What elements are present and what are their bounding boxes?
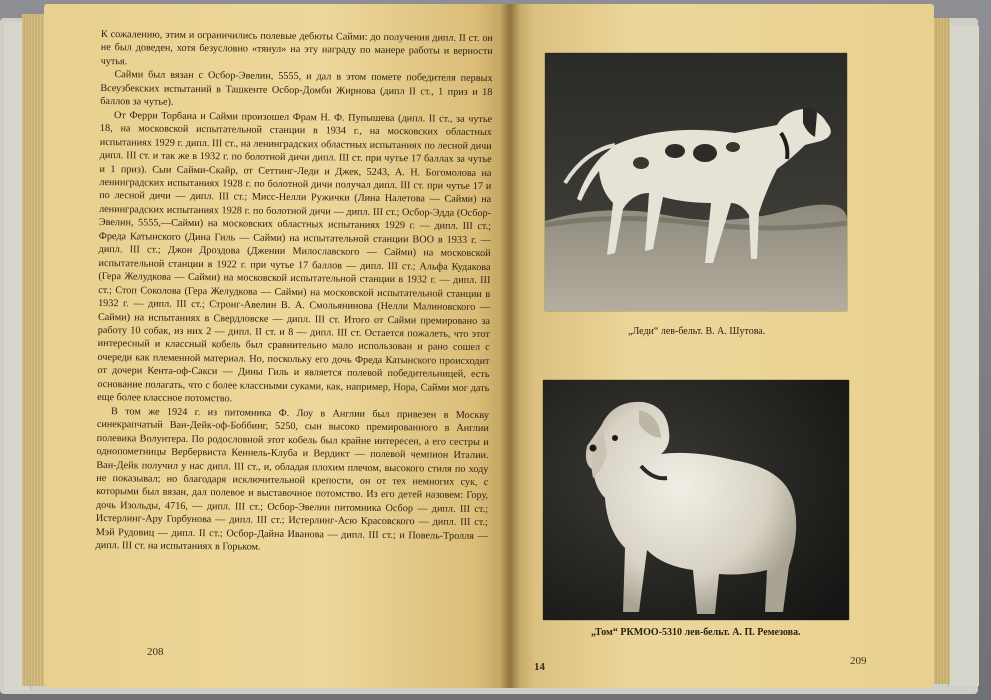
plate-caption-top: „Леди“ лев-бельт. В. А. Шутова. [628, 326, 766, 337]
book-gutter [500, 4, 520, 688]
paragraph: От Ферри Торбана и Сайми произошел Фрам Н. Ф. Пупышева (дипл. II ст., за чутье 18, на московской испытательной станции в 1934 г., на московских областных испытаниях 1929 г. дипл. III ст., на ленинградских областных испытаниях по лесной дичи дипл. III ст. и так же в 1932 г. по болотной дичи дипл. III ст. при чутье 17 баллах за чутье и 1 приз). Сын Сайми-Скайр, от Сеттинг-Леди и Джек, 5243, А. Н. Богомолова на ленинградских испытаниях 1928 г. по болотной дичи получал дипл. III ст. при чутье 17 и по лесной дичи — дипл. III ст.; Мисс-Нелли Ружички (Лина Налетова — Сайми) на ленинградских испытаниях 1928 г. по болотной дичи — дипл. III ст.; Осбор-Эдда (Осбор-Эвелин, 5555,—Сайми) на московских областных испытаниях 1929 г. — дипл. III ст.; Фреда Катынского (Дина Гиль — Сайми) на испытательной станции ВОО в 1933 г. — дипл. III ст.; Джон Дроздова (Джении Милославского — Сайми) на московской испытательной станции в 1922 г. при чутье 17 баллов — дипл. III ст.; Альфа Кудакова (Гера Желудкова — Сайми) на московской испытательной станции в 1932 г. — дипл. III ст.; Стоп Соколова (Гера Желудкова — Сайми) на московской испытательной станции в 1932 г. — дипл. III ст.; Стронг-Авелин В. А. Смольянинова (Нелли Малиновского — Сайми) на испытаниях в Свердловске — дипл. III ст. Итого от Сайми премировано за работу 10 собак, из них 2 — дипл. II ст. и 8 — дипл. III ст. Остается пожалеть, что этот интересный и классный кобель был сравнительно мало использован и рано сошел с очереди как племенной материал. Но, поскольку его дочь Фреда Катынского происходит от дочери Кента-оф-Сакси — Дины Гиль и является полевой победительницей, есть основание полагать, что с более классными суками, как, например, Нора, Сайми мог дать еще более классное потомство. [97, 109, 493, 405]
setter-standing-photo [545, 53, 847, 311]
setter-portrait-photo [543, 380, 849, 620]
left-page-body-text [96, 28, 493, 557]
signature-mark: 14 [534, 661, 545, 673]
plate-caption-bottom: „Том“ РКМОО-5310 лев-бельт. А. П. Ремезова. [591, 627, 801, 638]
paragraph: К сожалению, этим и ограничились полевые дебюты Сайми: до получения дипл. II ст. он не был доведен, хотя безусловно «тянул» на эту награду по манере работы и верности чутья. [100, 28, 493, 68]
page-number-right: 209 [850, 655, 867, 667]
page-number-left: 208 [147, 646, 164, 658]
paragraph: В том же 1924 г. из питомника Ф. Лоу в Англии был привезен в Москву синекрапчатый Ван-Дейк-оф-Боббинг, 5250, сын высоко премированного в Англии полевика Волунтера. По родословной этот кобель был крайне интересен, а его сестры и однопометницы Вербервиста Кеннель-Клуба и Вердикт — полевой чемпион Италии. Ван-Дейк получил у нас дипл. III ст., и, обладая плохим плечом, высокого стиля по ходу не показывал; но благодаря исключительной крепости, он от тех немногих сук, с которыми был вязан, дал полевое и выставочное потомство. Из его детей назовем: Гору, дочь Изольды, 4716, — дипл. III ст.; Осбор-Эвелин питомника Осбор — дипл. III ст.; Истерлинг-Ару Горбунова — дипл. III ст.; Истерлинг-Асю Красовского — дипл. III ст.; Мэй Рудовиц — дипл. II ст.; Осбор-Дайна Иванова — дипл. III ст.; и Повель-Тролля — дипл. III ст. на испытаниях в Горьком. [95, 405, 490, 553]
paragraph: Сайми был вязан с Осбор-Эвелин, 5555, и дал в этом пометe победителя первых Всеузбекских испытаний в Ташкенте Осбор-Домби Жирнова (дипл II ст., 1 приз и 18 баллов за чутье). [100, 69, 493, 109]
cover-edge-right [948, 26, 979, 686]
